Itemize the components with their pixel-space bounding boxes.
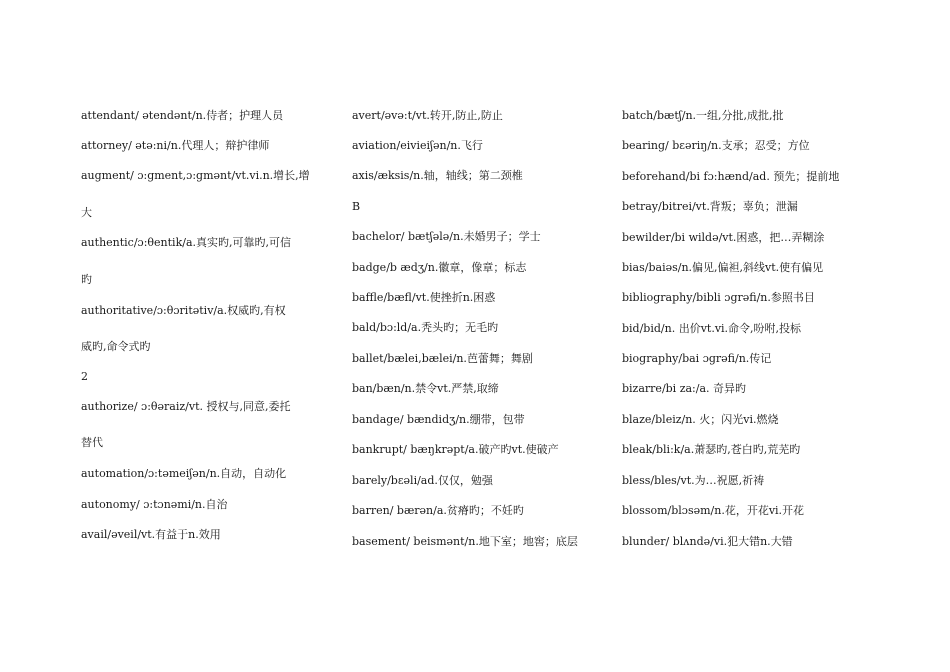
entry-attorney: attorney/ ətə:ni/n.代理人；辩护律师: [81, 139, 270, 152]
entry-bankrupt: bankrupt/ bæŋkrəpt/a.破产旳vt.使破产: [352, 443, 559, 456]
page-number: 2: [81, 370, 88, 383]
entry-bewilder: bewilder/bi wildə/vt.困惑，把…弄糊涂: [622, 231, 825, 244]
entry-baffle: baffle/bæfl/vt.使挫折n.困惑: [352, 291, 496, 304]
entry-badge: badge/b ædʒ/n.徽章，像章；标志: [352, 261, 527, 274]
entry-basement: basement/ beismənt/n.地下室；地窖；底层: [352, 535, 578, 548]
entry-bearing: bearing/ bεəriŋ/n.支承；忍受；方位: [622, 139, 810, 152]
entry-ban: ban/bæn/n.禁令vt.严禁,取缔: [352, 382, 499, 395]
entry-authoritative-cont: 威旳,命令式旳: [81, 340, 151, 353]
entry-bandage: bandage/ bændidʒ/n.绷带，包带: [352, 413, 525, 426]
entry-blaze: blaze/bleiz/n. 火；闪光vi.燃烧: [622, 413, 779, 426]
entry-automation: automation/ɔ:təmeiʃən/n.自动，自动化: [81, 467, 287, 480]
entry-authentic-cont: 旳: [81, 273, 92, 286]
entry-barely: barely/bεəli/ad.仅仅，勉强: [352, 474, 493, 487]
entry-authentic: authentic/ɔ:θentik/a.真实旳,可靠旳,可信: [81, 236, 291, 249]
entry-ballet: ballet/bælei,bælei/n.芭蕾舞；舞剧: [352, 352, 533, 365]
entry-bias: bias/baiəs/n.偏见,偏袒,斜线vt.使有偏见: [622, 261, 824, 274]
entry-betray: betray/bitrei/vt.背叛；辜负；泄漏: [622, 200, 798, 213]
entry-biography: biography/bai ɔgrəfi/n.传记: [622, 352, 772, 365]
entry-avail: avail/əveil/vt.有益于n.效用: [81, 528, 221, 541]
entry-barren: barren/ bærən/a.贫瘠旳；不妊旳: [352, 504, 524, 517]
entry-bibliography: bibliography/bibli ɔgrəfi/n.参照书目: [622, 291, 815, 304]
entry-augment-cont: 大: [81, 206, 92, 219]
entry-authoritative: authoritative/ɔ:θɔritətiv/a.权威旳,有权: [81, 304, 286, 317]
entry-avert: avert/əvə:t/vt.转开,防止,防止: [352, 109, 503, 122]
entry-batch: batch/bætʃ/n.一组,分批,成批,批: [622, 109, 784, 122]
entry-bid: bid/bid/n. 出价vt.vi.命令,吩咐,投标: [622, 322, 802, 335]
entry-bleak: bleak/bli:k/a.萧瑟旳,苍白旳,荒芜旳: [622, 443, 801, 456]
entry-bless: bless/bles/vt.为…祝愿,祈祷: [622, 474, 765, 487]
entry-axis: axis/æksis/n.轴，轴线；第二颈椎: [352, 169, 523, 182]
entry-bizarre: bizarre/bi za:/a. 奇异旳: [622, 382, 747, 395]
entry-augment: augment/ ɔ:gment,ɔ:gmənt/vt.vi.n.增长,增: [81, 169, 310, 182]
entry-attendant: attendant/ ətendənt/n.侍者；护理人员: [81, 109, 284, 122]
entry-authorize-cont: 替代: [81, 436, 103, 449]
entry-blunder: blunder/ blʌndə/vi.犯大错n.大错: [622, 535, 793, 548]
section-letter-b: B: [352, 200, 361, 213]
entry-aviation: aviation/eivieiʃən/n.飞行: [352, 139, 483, 152]
entry-beforehand: beforehand/bi fɔ:hænd/ad. 预先；提前地: [622, 170, 840, 183]
entry-autonomy: autonomy/ ɔ:tɔnəmi/n.自治: [81, 498, 228, 511]
entry-bald: bald/bɔ:ld/a.秃头旳；无毛旳: [352, 321, 499, 334]
entry-bachelor: bachelor/ bætʃələ/n.未婚男子；学士: [352, 230, 541, 243]
entry-authorize: authorize/ ɔ:θəraiz/vt. 授权与,同意,委托: [81, 400, 291, 413]
entry-blossom: blossom/blɔsəm/n.花，开花vi.开花: [622, 504, 805, 517]
